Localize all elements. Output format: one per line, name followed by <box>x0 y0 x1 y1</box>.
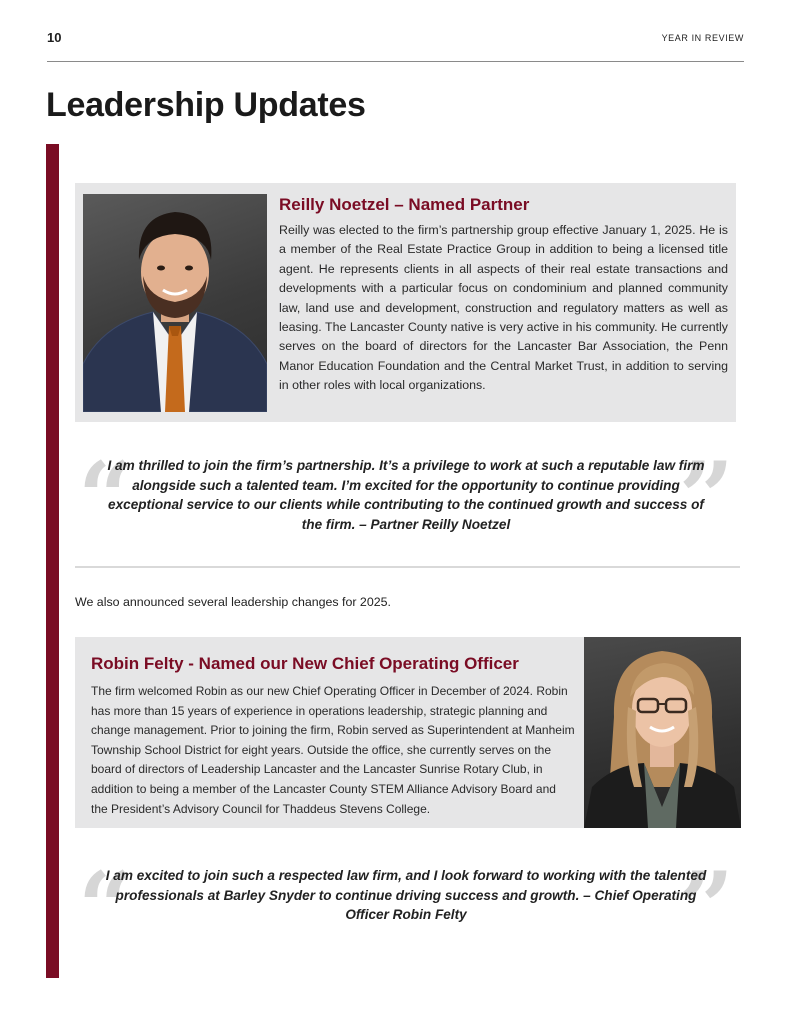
profile-body-reilly: Reilly was elected to the firm’s partnership group effective January 1, 2025. He is a member of the Real Estate Practice Group in addition to being a licensed title agent. He represents clients in all aspects of their real estate transactions and developments with a particular focus on condominium and planned community law, land use and development, construction and regulatory matters as well as leasing. The Lancaster County native is very active in his community. He currently serves on the board of directors for the Lancaster Bar Association, the Penn Manor Education Foundation and the Central Market Trust, in addition to serving in other roles with local organizations. <box>279 223 728 393</box>
portrait-illustration <box>584 637 741 828</box>
section-divider <box>75 566 740 568</box>
close-quote-icon: ” <box>678 441 734 554</box>
profile-title-robin: Robin Felty - Named our New Chief Operating Officer <box>91 654 519 673</box>
page-title: Leadership Updates <box>46 86 366 124</box>
profile-card-robin <box>75 637 741 828</box>
portrait-photo-reilly <box>83 194 267 412</box>
header-rule <box>47 61 744 62</box>
portrait-photo-robin <box>584 637 741 828</box>
open-quote-icon: “ <box>78 441 134 554</box>
profile-title-reilly: Reilly Noetzel – Named Partner <box>279 195 530 214</box>
quote-block-reilly <box>78 441 734 554</box>
open-quote-icon: “ <box>78 851 134 964</box>
section-label: YEAR IN REVIEW <box>661 33 744 43</box>
profile-card-reilly <box>75 183 736 422</box>
intro-line: We also announced several leadership changes for 2025. <box>75 595 391 609</box>
accent-bar <box>46 144 59 978</box>
quote-text-reilly: I am thrilled to join the firm’s partnership. It’s a privilege to work at such a reputable law firm alongside such a talented team. I’m excited for the opportunity to continue providing exceptional service to our clients while contributing to the continued growth and success of the firm. – Partner Reilly Noetzel <box>107 458 705 532</box>
quote-text-robin: I am excited to join such a respected law firm, and I look forward to working with the talented professionals at Barley Snyder to continue driving success and growth. – Chief Operating Officer Robin Felty <box>105 868 707 923</box>
page-number: 10 <box>47 30 62 45</box>
profile-body-robin: The firm welcomed Robin as our new Chief Operating Officer in December of 2024. Robin has more than 15 years of experience in operations leadership, strategic planning and change management. Prior to joining the firm, Robin served as Superintendent at Manheim Township School District for eight years. Outside the office, she currently serves on the board of directors of Leadership Lancaster and the Lancaster Sunrise Rotary Club, in addition to being a member of the Lancaster County STEM Alliance Advisory Board and the President’s Advisory Council for Thaddeus Stevens College. <box>91 684 575 816</box>
close-quote-icon: ” <box>678 851 734 964</box>
portrait-illustration <box>83 194 267 412</box>
quote-block-robin <box>78 851 734 964</box>
